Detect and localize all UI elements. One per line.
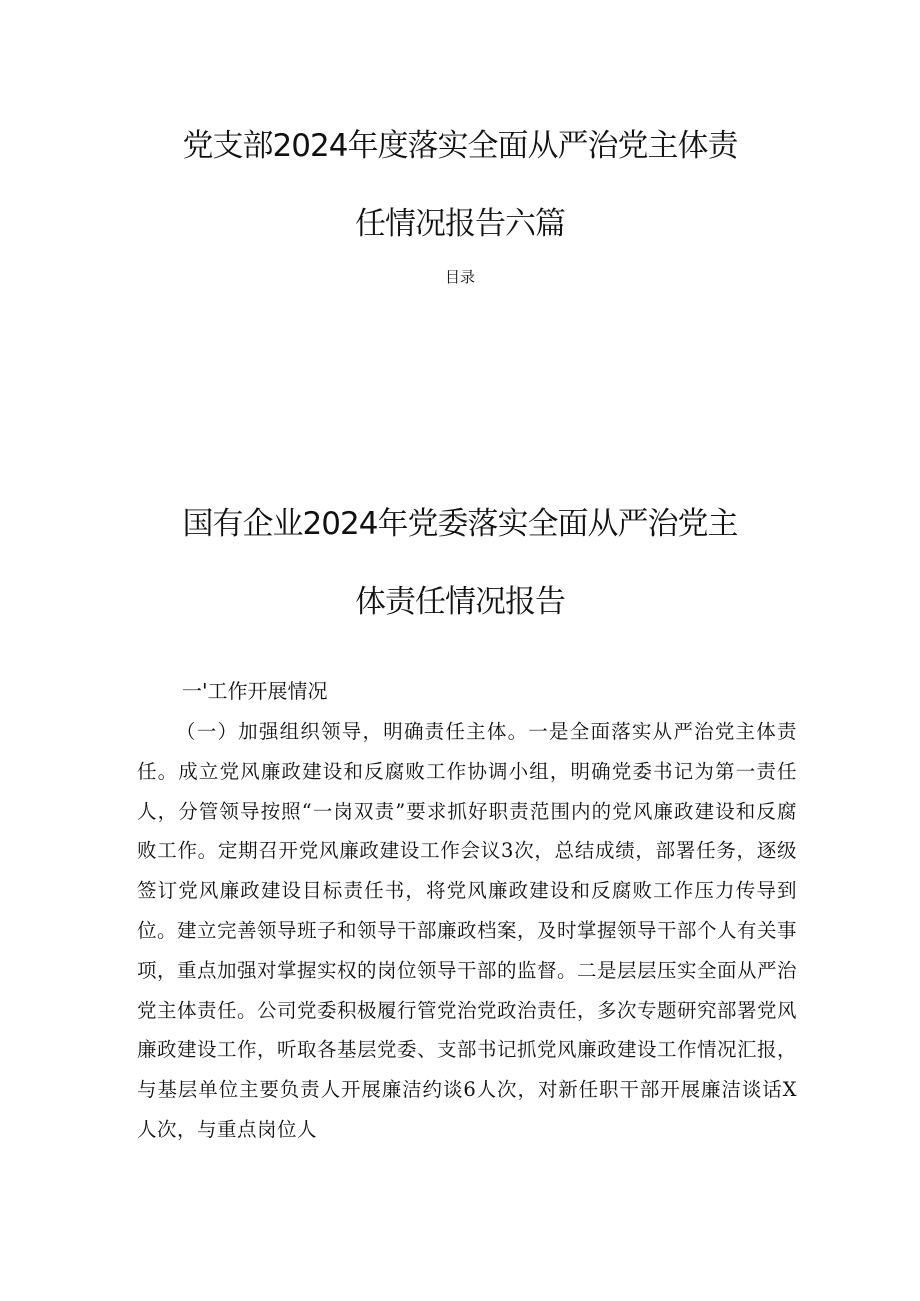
main-title-line-1: 党支部2024年度落实全面从严治党主体责 — [182, 128, 738, 164]
report-title-line-1: 国有企业2024年党委落实全面从严治党主 — [182, 506, 738, 542]
body-paragraph: （一）加强组织领导，明确责任主体。一是全面落实从严治党主体责任。成立党风廉政建设和反腐败工作协调小组，明确党委书记为第一责任人，分管领导按照“一岗双责”要求抓好职责范围内的党风廉政建设和反腐败工作。定期召开党风廉政建设工作会议3次，总结成绩，部署任务，逐级签订党风廉政建设目标责任书，将党风廉政建设和反腐败工作压力传导到位。建立完善领导班子和领导干部廉政档案，及时掌握领导干部个人有关事项，重点加强对掌握实权的岗位领导干部的监督。二是层层压实全面从严治党主体责任。公司党委积极履行管党治党政治责任，多次专题研究部署党风廉政建设工作，听取各基层党委、支部书记抓党风廉政建设工作情况汇报，与基层单位主要负责人开展廉洁约谈6人次，对新任职干部开展廉洁谈话X人次，与重点岗位人 — [137, 720, 798, 1141]
toc-label: 目录 — [444, 268, 475, 286]
main-title-line-2: 任情况报告六篇 — [355, 206, 565, 242]
report-title-line-2: 体责任情况报告 — [355, 584, 565, 620]
section-heading: 一'工作开展情况 — [182, 679, 328, 703]
